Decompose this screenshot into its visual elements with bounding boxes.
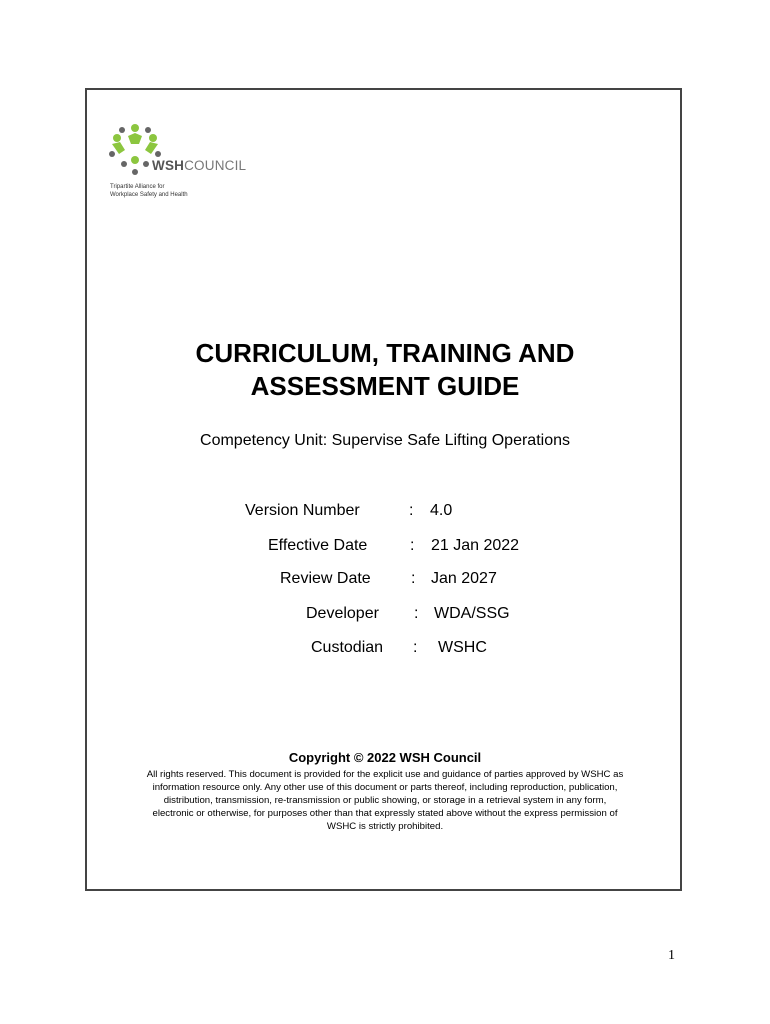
developer-label: Developer — [306, 605, 379, 622]
effective-date-label: Effective Date — [268, 537, 368, 554]
rights-notice-line5: WSHC is strictly prohibited. — [326, 821, 444, 832]
rights-notice-line4: electronic or otherwise, for purposes other than that expressly stated above without the express permission of — [152, 808, 618, 819]
wsh-council-logo — [106, 120, 266, 200]
review-date-label: Review Date — [280, 570, 371, 587]
logo-tagline — [110, 184, 188, 199]
custodian-separator: : — [413, 639, 418, 656]
document-subtitle: Competency Unit: Supervise Safe Lifting Operations — [200, 432, 570, 449]
rights-notice-line3: distribution, transmission, re-transmission or public showing, or storage in a retrieval system in any form, — [163, 795, 607, 806]
logo-tagline-line1: Tripartite Alliance for — [110, 184, 165, 190]
developer-value: WDA/SSG — [434, 605, 510, 622]
rights-notice-line2: information resource only. Any other use of this document or parts thereof, including reproduction, publication, — [152, 782, 618, 793]
logo-tagline-line2: Workplace Safety and Health — [110, 191, 188, 198]
page-number: 1 — [668, 948, 675, 963]
version-number-label: Version Number — [245, 502, 360, 519]
version-number-value: 4.0 — [430, 502, 453, 519]
effective-date-separator: : — [410, 537, 415, 554]
review-date-value: Jan 2027 — [431, 570, 497, 587]
document-title-line1: CURRICULUM, TRAINING AND — [195, 338, 575, 368]
logo-wordmark — [152, 158, 246, 173]
developer-separator: : — [414, 605, 419, 622]
custodian-value: WSHC — [438, 639, 487, 656]
effective-date-value: 21 Jan 2022 — [431, 537, 520, 554]
logo-wordmark-regular: COUNCIL — [184, 158, 247, 173]
document-title-line2: ASSESSMENT GUIDE — [250, 371, 520, 401]
rights-notice — [90, 768, 680, 833]
document-title — [0, 337, 770, 403]
copyright-heading: Copyright © 2022 WSH Council — [288, 750, 482, 765]
logo-wordmark-bold: WSH — [152, 158, 185, 173]
version-number-separator: : — [409, 502, 414, 519]
custodian-label: Custodian — [311, 639, 384, 656]
review-date-separator: : — [411, 570, 416, 587]
rights-notice-line1: All rights reserved. This document is provided for the explicit use and guidance of parties approved by WSHC as — [146, 769, 624, 780]
